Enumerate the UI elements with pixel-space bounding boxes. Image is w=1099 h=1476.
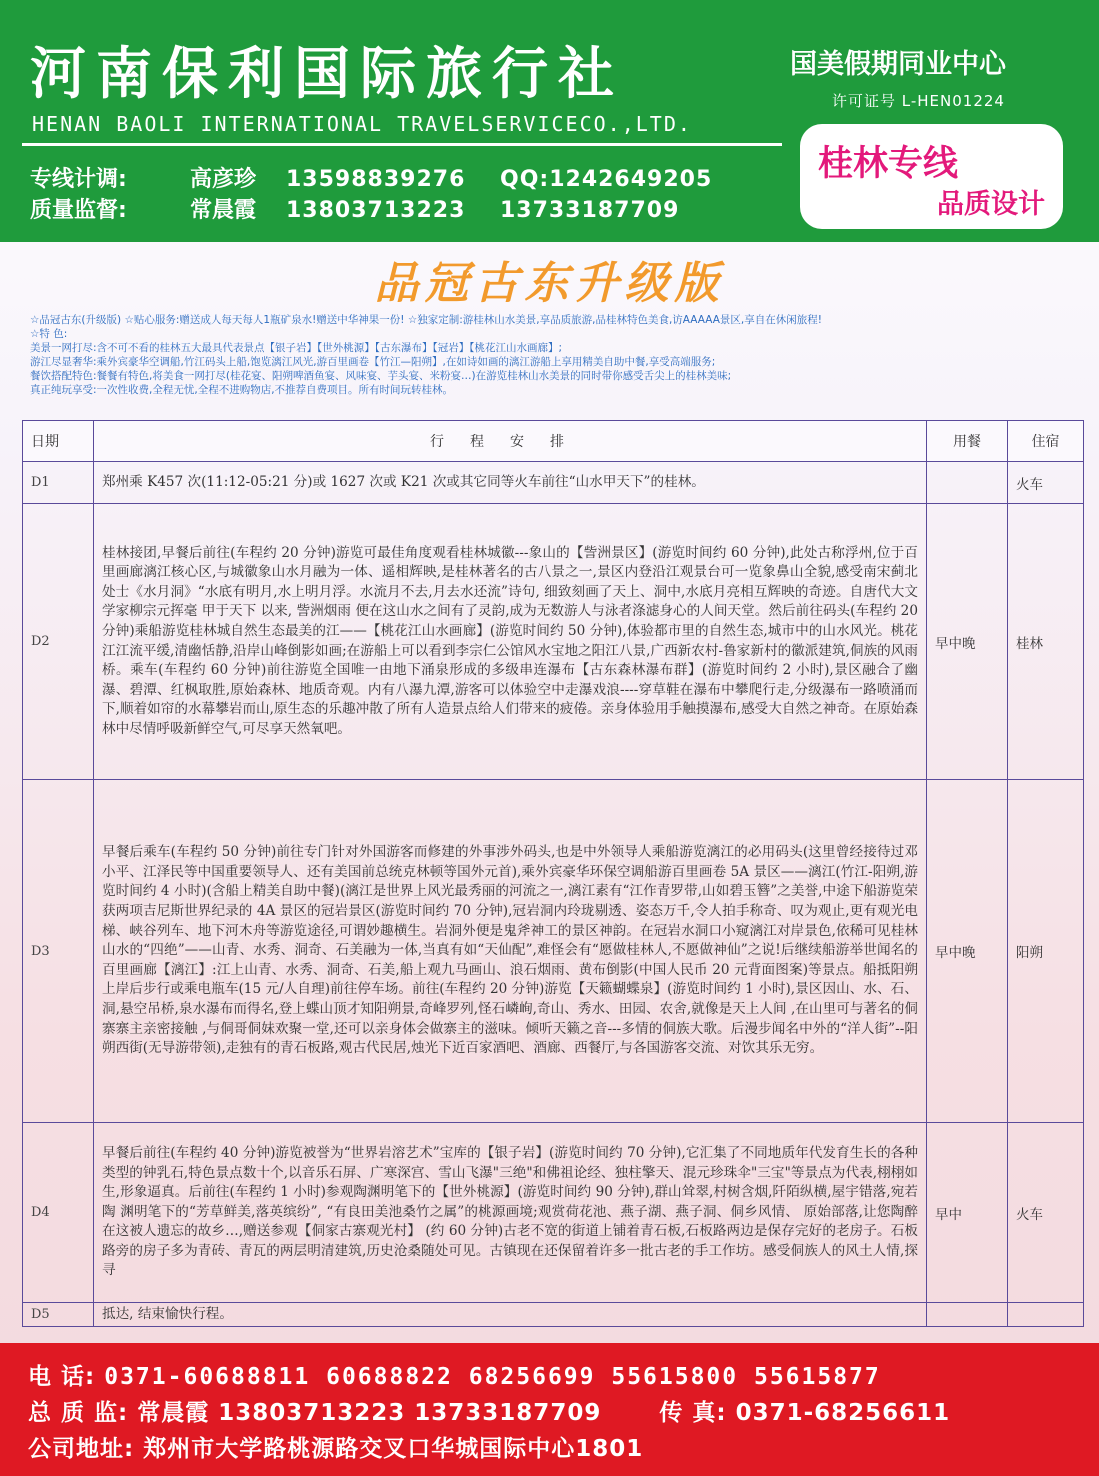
row-plan: 早餐后乘车(车程约 50 分钟)前往专门针对外国游客而修建的外事涉外码头,也是中外领导人乘船游览漓江的必用码头(这里曾经接待过邓小平、江泽民等中国重要领导人、还有美国前总统克林顿等国外元首),乘外宾豪华环保空调船游百里画卷 5A 景区——漓江(竹江-阳朔,游览时间约 4 小时)(含船上精美自助中餐)(漓江是世界上风光最秀丽的河流之一,漓江素有“江作青罗带,山如碧玉簪”之美誉,中途下船游览荣获两项吉尼斯世界纪录的 4A 景区的冠岩景区(游览时间约 70 分钟),冠岩洞内玲珑剔透、姿态万千,令人拍手称奇、叹为观止,更有观光电梯、峡谷列车、地下河木舟等游览途径,可谓妙趣横生。岩洞外便是鬼斧神工的景区神韵。在冠岩水洞口小窥漓江对岸景色,依稀可见桂林山水的“四绝”——山青、水秀、洞奇、石美融为一体,当真有如“天仙配”,难怪会有“愿做桂林人,不愿做神仙”之说!后继续船游举世闻名的百里画廊【漓江】:江上山青、水秀、洞奇、石美,船上观九马画山、浪石烟雨、黄布倒影(中国人民币 20 元背面图案)等景点。船抵阳朔上岸后步行或乘电瓶车(15 元/人自理)前往停车场。前往(车程约 20 分钟)游览【天籁蝴蝶泉】(游览时间约 1 小时),景区因山、水、石、洞,悬空吊桥,泉水瀑布而得名,登上蝶山顶才知阳朔景,奇峰罗列,怪石嶙峋,奇山、秀水、田园、农舍,就像是天上人间 ,在山里可与著名的侗寨寨主亲密接触 ,与侗哥侗妹欢聚一堂,还可以亲身体会做寨主的滋味。倾听天籁之音---多情的侗族大歌。后漫步闻名中外的“洋人街”--阳朔西街(无导游带领),走独有的青石板路,观古代民居,烛光下近百家酒吧、酒廊、西餐厅,与各国游客交流、对饮其乐无穷。 xyxy=(94,780,927,1123)
footer-fax-label: 传 真: xyxy=(659,1400,727,1426)
contact-quality-name: 常晨霞 xyxy=(190,198,257,223)
route-badge-subtitle: 品质设计 xyxy=(937,189,1045,220)
brand-divider xyxy=(22,143,782,146)
header-banner xyxy=(0,0,1099,242)
features-list xyxy=(30,313,1090,397)
table-row xyxy=(23,462,1084,504)
brand-name-en: HENAN BAOLI INTERNATIONAL TRAVELSERVICECO.,LTD. xyxy=(32,112,692,136)
row-plan: 桂林接团,早餐后前往(车程约 20 分钟)游览可最佳角度观看桂林城徽---象山的【訾洲景区】(游览时间约 60 分钟),此处古称浮州,位于百里画廊漓江核心区,与城徽象山水月融为一体、遥相辉映,是桂林著名的古八景之一,景区内登沿江观景台可一览象鼻山全貌,感受南宋蓟北处士《水月洞》“水底有明月,水上明月浮。水流月不去,月去水还流”诗句, 细致刻画了天上、洞中,水底月亮相互辉映的奇迹。自唐代大文学家柳宗元挥毫 甲于天下 以来, 訾洲烟雨 便在这山水之间有了灵韵,成为无数游人与泳者涤滤身心的人间天堂。然后前往码头(车程约 20 分钟)乘船游览桂林城自然生态最美的江——【桃花江山水画廊】(游览时间约 50 分钟),体验都市里的自然生态,城市中的山水风光。桃花江江流平缓,清幽恬静,沿岸山峰倒影如画;在游船上可以看到李宗仁公馆风水宝地之阳江八景,广西新农村-鲁家新村的徽派建筑,侗族的风雨桥。乘车(车程约 60 分钟)前往游览全国唯一由地下涌泉形成的多级串连瀑布【古东森林瀑布群】(游览时间约 2 小时),景区融合了幽瀑、碧潭、红枫取胜,原始森林、地质奇观。内有八瀑九潭,游客可以体验空中走瀑戏浪----穿草鞋在瀑布中攀爬行走,分级瀑布一路喷涌而下,顺着如帘的水幕攀岩而山,原生态的乐趣冲散了所有人造景点给人们带来的疲倦。亲身体验用手触摸瀑布,感受大自然之神奇。在原始森林中尽情呼吸新鲜空气,可尽享天然氧吧。 xyxy=(94,504,927,780)
contact-planner xyxy=(30,162,712,193)
contact-planner-qq: QQ:1242649205 xyxy=(500,167,713,192)
row-stay: 阳朔 xyxy=(1008,780,1084,1123)
feature-line: 真正纯玩享受:一次性收费,全程无忧,全程不进购物店,不推荐自费项目。所有时间玩转桂林。 xyxy=(30,384,454,396)
itinerary-table xyxy=(22,420,1084,1327)
brand-name-cn: 河南保利国际旅行社 xyxy=(30,41,624,107)
header-plan: 行程安排 xyxy=(94,421,927,462)
header-stay: 住宿 xyxy=(1008,421,1084,462)
footer-banner xyxy=(0,1343,1099,1476)
feature-line: 餐饮搭配特色:餐餐有特色,将美食一网打尽(桂花宴、阳朔啤酒鱼宴、风味宴、芋头宴、米粉宴…)在游览桂林山水美景的同时带你感受舌尖上的桂林美味; xyxy=(30,370,732,382)
footer-quality-label: 总 质 监: xyxy=(28,1400,129,1426)
feature-line: 美景一网打尽:含不可不看的桂林五大最具代表景点【银子岩】【世外桃源】【古东瀑布】【冠岩】【桃花江山水画廊】; xyxy=(30,342,563,354)
page-title: 品冠古东升级版 xyxy=(374,258,725,309)
row-meal xyxy=(927,1303,1008,1327)
row-day: D5 xyxy=(23,1303,94,1327)
header-meal: 用餐 xyxy=(927,421,1008,462)
footer-fax-value: 0371-68256611 xyxy=(735,1400,951,1426)
footer-address xyxy=(28,1430,643,1463)
feature-line: ☆品冠古东(升级版) ☆贴心服务:赠送成人每天每人1瓶矿泉水!赠送中华神果一份! ☆独家定制:游桂林山水美景,享品质旅游,品桂林特色美食,访AAAAA景区,享自在休闲旅程! xyxy=(30,314,822,326)
footer-quality xyxy=(28,1394,950,1427)
contact-quality xyxy=(30,193,679,224)
row-meal: 早中晚 xyxy=(927,504,1008,780)
table-row xyxy=(23,780,1084,1123)
agency-name: 国美假期同业中心 xyxy=(790,49,1006,80)
row-stay: 桂林 xyxy=(1008,504,1084,780)
table-row xyxy=(23,1303,1084,1327)
footer-phone-label: 电 话: xyxy=(28,1364,96,1390)
row-meal xyxy=(927,462,1008,504)
footer-phone xyxy=(28,1358,881,1391)
row-day: D1 xyxy=(23,462,94,504)
contact-quality-phone: 13803713223 xyxy=(286,198,466,223)
header-date: 日期 xyxy=(23,421,94,462)
table-header-row xyxy=(23,421,1084,462)
contact-planner-name: 高彦珍 xyxy=(190,167,257,192)
footer-address-value: 郑州市大学路桃源路交叉口华城国际中心1801 xyxy=(143,1436,644,1462)
contact-quality-label: 质量监督: xyxy=(30,198,127,223)
contact-planner-label: 专线计调: xyxy=(30,167,127,192)
row-plan: 抵达, 结束愉快行程。 xyxy=(94,1303,927,1327)
table-row xyxy=(23,1123,1084,1303)
footer-quality-value: 常晨霞 13803713223 13733187709 xyxy=(137,1400,602,1426)
contact-planner-phone: 13598839276 xyxy=(286,167,466,192)
row-day: D2 xyxy=(23,504,94,780)
row-stay xyxy=(1008,1303,1084,1327)
contact-quality-phone2: 13733187709 xyxy=(500,198,680,223)
table-row xyxy=(23,504,1084,780)
route-badge-title: 桂林专线 xyxy=(818,144,959,184)
row-meal: 早中晚 xyxy=(927,780,1008,1123)
footer-address-label: 公司地址: xyxy=(28,1436,135,1462)
feature-line: ☆特 色: xyxy=(30,328,68,340)
row-day: D3 xyxy=(23,780,94,1123)
row-meal: 早中 xyxy=(927,1123,1008,1303)
row-plan: 郑州乘 K457 次(11:12-05:21 分)或 1627 次或 K21 次或其它同等火车前往“山水甲天下”的桂林。 xyxy=(94,462,927,504)
footer-phone-numbers: 0371-60688811 60688822 68256699 55615800 55615877 xyxy=(104,1364,881,1390)
row-plan: 早餐后前往(车程约 40 分钟)游览被誉为“世界岩溶艺术”宝库的【银子岩】(游览时间约 70 分钟),它汇集了不同地质年代发育生长的各种类型的钟乳石,特色景点数十个,以音乐石屏、广寒深宫、雪山飞瀑"三绝"和佛祖论经、独柱擎天、混元珍珠伞"三宝"等景点为代表,栩栩如生,形象逼真。后前往(车程约 1 小时)参观陶渊明笔下的【世外桃源】(游览时间约 90 分钟),群山耸翠,村树含烟,阡陌纵横,屋宇错落,宛若陶 渊明笔下的“芳草鲜美,落英缤纷”, “有良田美池桑竹之属”的桃源画境;观赏荷花池、燕子湖、燕子洞、侗乡风情、 原始部落,让您陶醉在这被人遗忘的故乡…,赠送参观【侗家古寨观光村】 (约 60 分钟)古老不宽的街道上铺着青石板,石板路两边是保存完好的老房子。石板路旁的房子多为青砖、青瓦的两层明清建筑,历史沧桑随处可见。古镇现在还保留着许多一批古老的手工作坊。感受侗族人的风土人情,探寻 xyxy=(94,1123,927,1303)
feature-line: 游江尽显奢华:乘外宾豪华空调船,竹江码头上船,饱览漓江风光,游百里画卷【竹江—阳朔】,在如诗如画的漓江游船上享用精美自助中餐,享受高端服务; xyxy=(30,356,716,368)
license-number: 许可证号 L-HEN01224 xyxy=(832,92,1005,110)
row-stay: 火车 xyxy=(1008,462,1084,504)
route-badge xyxy=(800,124,1063,229)
row-day: D4 xyxy=(23,1123,94,1303)
row-stay: 火车 xyxy=(1008,1123,1084,1303)
